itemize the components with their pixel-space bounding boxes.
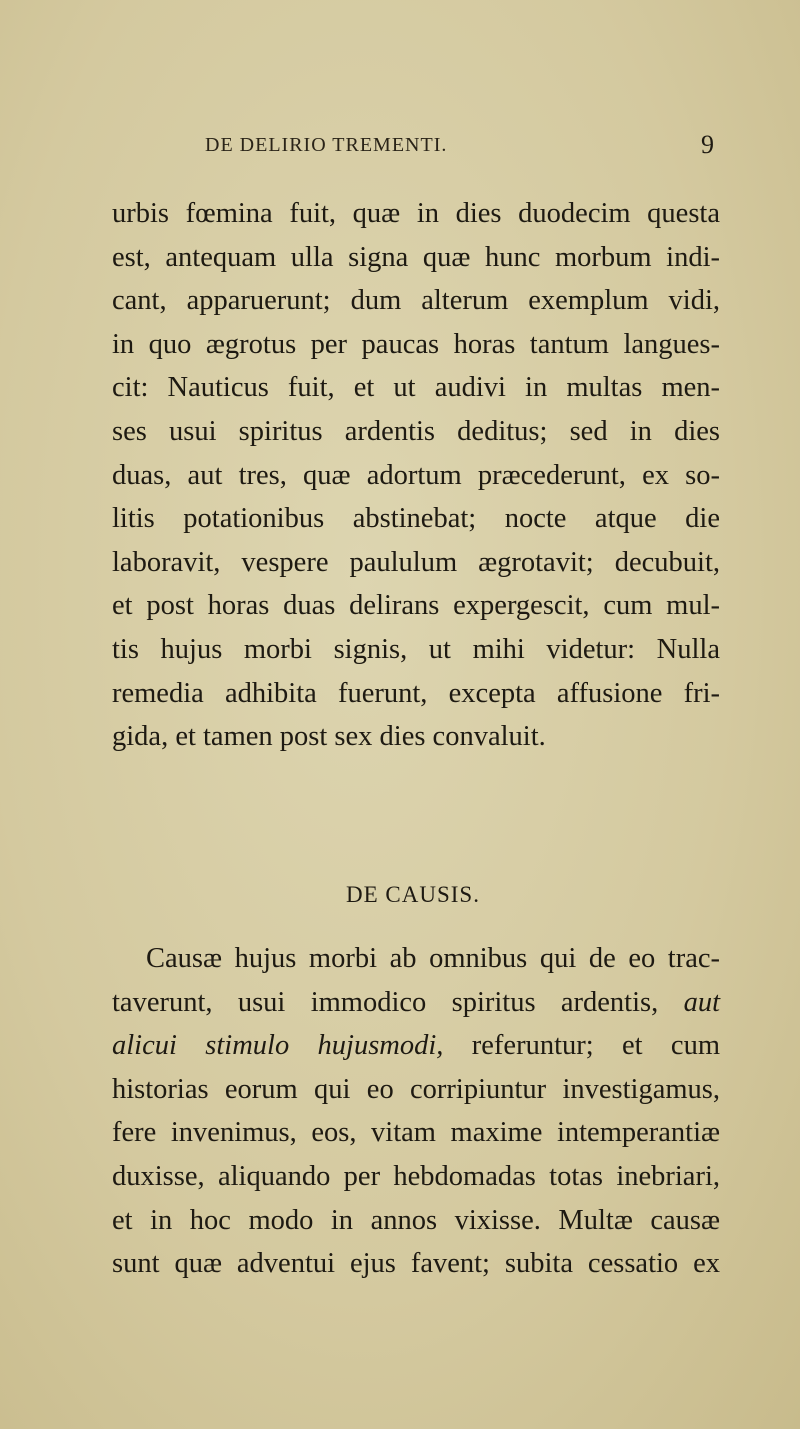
text-line: sunt quæ adventui ejus favent; subita cessatio ex bbox=[112, 1248, 720, 1280]
text-line: Causæ hujus morbi ab omnibus qui de eo trac- bbox=[146, 943, 720, 974]
text-line: gida, et tamen post sex dies convaluit. bbox=[112, 721, 546, 753]
text-line: et post horas duas delirans expergescit, cum mul- bbox=[112, 590, 720, 622]
paragraph-1 bbox=[112, 192, 720, 759]
italic-span: aut bbox=[683, 986, 720, 1018]
text-line: fere invenimus, eos, vitam maxime intemperantiæ bbox=[112, 1117, 720, 1149]
text-line: urbis fœmina fuit, quæ in dies duodecim questa bbox=[112, 198, 720, 229]
text-line: est, antequam ulla signa quæ hunc morbum indi- bbox=[112, 241, 720, 273]
text-line bbox=[112, 981, 720, 1025]
text-line: et in hoc modo in annos vixisse. Multæ causæ bbox=[112, 1204, 720, 1236]
italic-span: alicui stimulo hujusmodi, bbox=[112, 1030, 444, 1062]
text-line: in quo ægrotus per paucas horas tantum langues- bbox=[112, 328, 720, 360]
text-line: tis hujus morbi signis, ut mihi videtur: Nulla bbox=[112, 633, 720, 665]
text-span: referuntur; et cum bbox=[471, 1030, 720, 1062]
text-line: cit: Nauticus fuit, et ut audivi in multas men- bbox=[112, 372, 720, 404]
running-title: DE DELIRIO TREMENTI. bbox=[205, 134, 448, 156]
text-line: historias eorum qui eo corripiuntur investigamus, bbox=[112, 1073, 720, 1105]
running-header bbox=[112, 130, 720, 166]
text-span: taverunt, usui immodico spiritus ardentis, bbox=[112, 986, 659, 1018]
page-number: 9 bbox=[701, 130, 714, 159]
text-line: duas, aut tres, quæ adortum præcederunt, ex so- bbox=[112, 459, 720, 491]
text-line: litis potationibus abstinebat; nocte atque die bbox=[112, 503, 720, 535]
paragraph-2 bbox=[112, 937, 720, 1286]
text-line: remedia adhibita fuerunt, excepta affusione fri- bbox=[112, 677, 720, 709]
text-line: ses usui spiritus ardentis deditus; sed in dies bbox=[112, 415, 720, 447]
text-line bbox=[112, 1024, 720, 1068]
text-line: cant, apparuerunt; dum alterum exemplum vidi, bbox=[112, 285, 720, 317]
text-line: laboravit, vespere paululum ægrotavit; decubuit, bbox=[112, 546, 720, 578]
section-heading: DE CAUSIS. bbox=[346, 882, 480, 907]
text-line: duxisse, aliquando per hebdomadas totas inebriari, bbox=[112, 1160, 720, 1192]
